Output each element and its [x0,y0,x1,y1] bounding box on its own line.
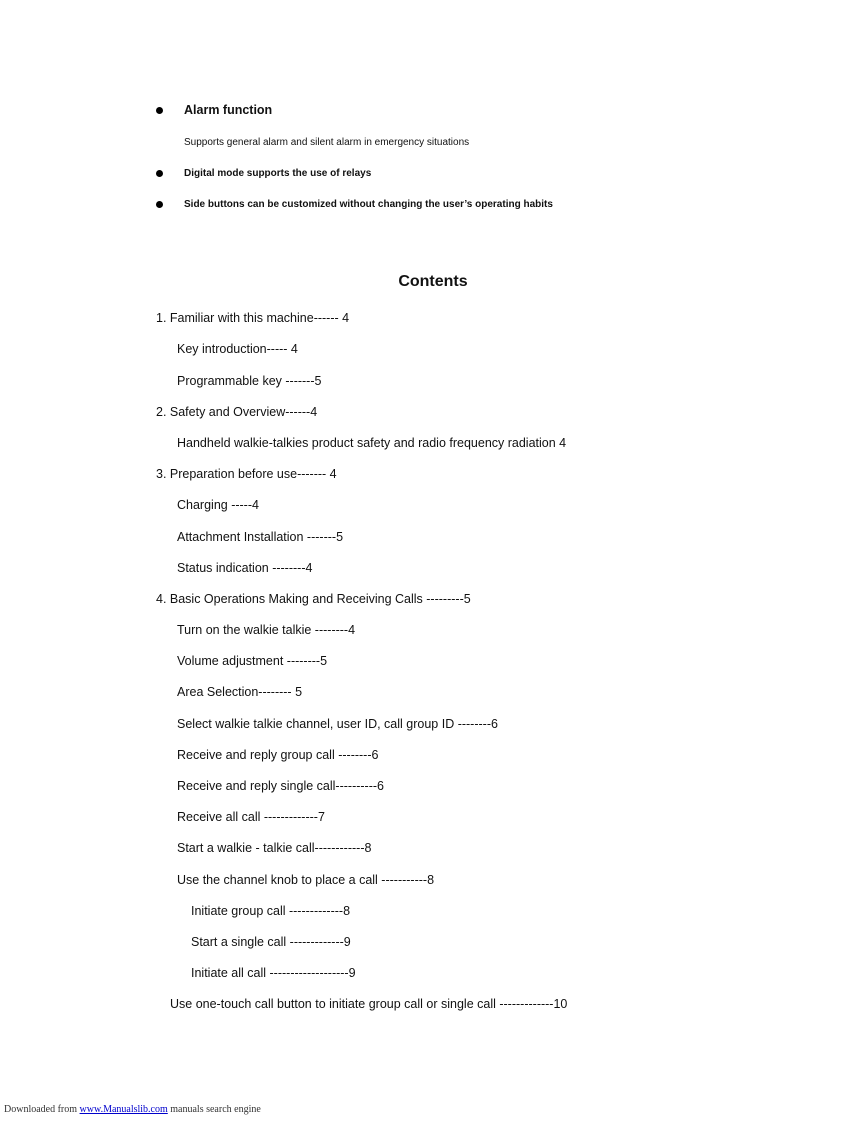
toc-entry: Initiate all call -------------------9 [191,966,356,980]
feature-alarm-description: Supports general alarm and silent alarm in emergency situations [184,137,470,148]
toc-entry: Use one-touch call button to initiate group call or single call -------------10 [170,997,568,1011]
toc-entry: Area Selection-------- 5 [177,685,303,699]
toc-entry: Receive and reply single call----------6 [177,779,384,793]
bullet-icon [156,107,163,114]
toc-entry: 4. Basic Operations Making and Receiving Calls ---------5 [156,592,471,606]
toc-entry: 2. Safety and Overview------4 [156,405,318,419]
toc-entry: Turn on the walkie talkie --------4 [177,623,356,637]
toc-entry: Use the channel knob to place a call -----------8 [177,873,435,887]
bullet-icon [156,201,163,208]
feature-side-buttons: Side buttons can be customized without changing the user’s operating habits [184,199,553,210]
toc-entry: Receive all call -------------7 [177,810,325,824]
toc-entry: Attachment Installation -------5 [177,530,344,544]
contents-heading: Contents [398,273,468,290]
feature-alarm-title: Alarm function [184,103,273,117]
toc-entry: Key introduction----- 4 [177,342,298,356]
manualslib-link[interactable]: www.Manualslib.com [79,1104,168,1115]
toc-entry: Charging -----4 [177,498,259,512]
toc-entry: Start a walkie - talkie call------------8 [177,841,372,855]
toc-entry: Status indication --------4 [177,561,313,575]
bullet-icon [156,170,163,177]
toc-entry: Start a single call -------------9 [191,935,351,949]
toc-entry: Receive and reply group call --------6 [177,748,379,762]
toc-entry: Initiate group call -------------8 [191,904,351,918]
toc-entry: 1. Familiar with this machine------ 4 [156,311,350,325]
footer-suffix: manuals search engine [167,1104,261,1115]
toc-entry: Programmable key -------5 [177,374,322,388]
download-footer [4,1104,261,1115]
toc-entry: Select walkie talkie channel, user ID, call group ID --------6 [177,717,498,731]
toc-entry: 3. Preparation before use------- 4 [156,467,337,481]
footer-prefix: Downloaded from [4,1104,80,1115]
feature-relay: Digital mode supports the use of relays [184,168,372,179]
toc-entry: Handheld walkie-talkies product safety and radio frequency radiation 4 [177,436,567,450]
toc-entry: Volume adjustment --------5 [177,654,328,668]
